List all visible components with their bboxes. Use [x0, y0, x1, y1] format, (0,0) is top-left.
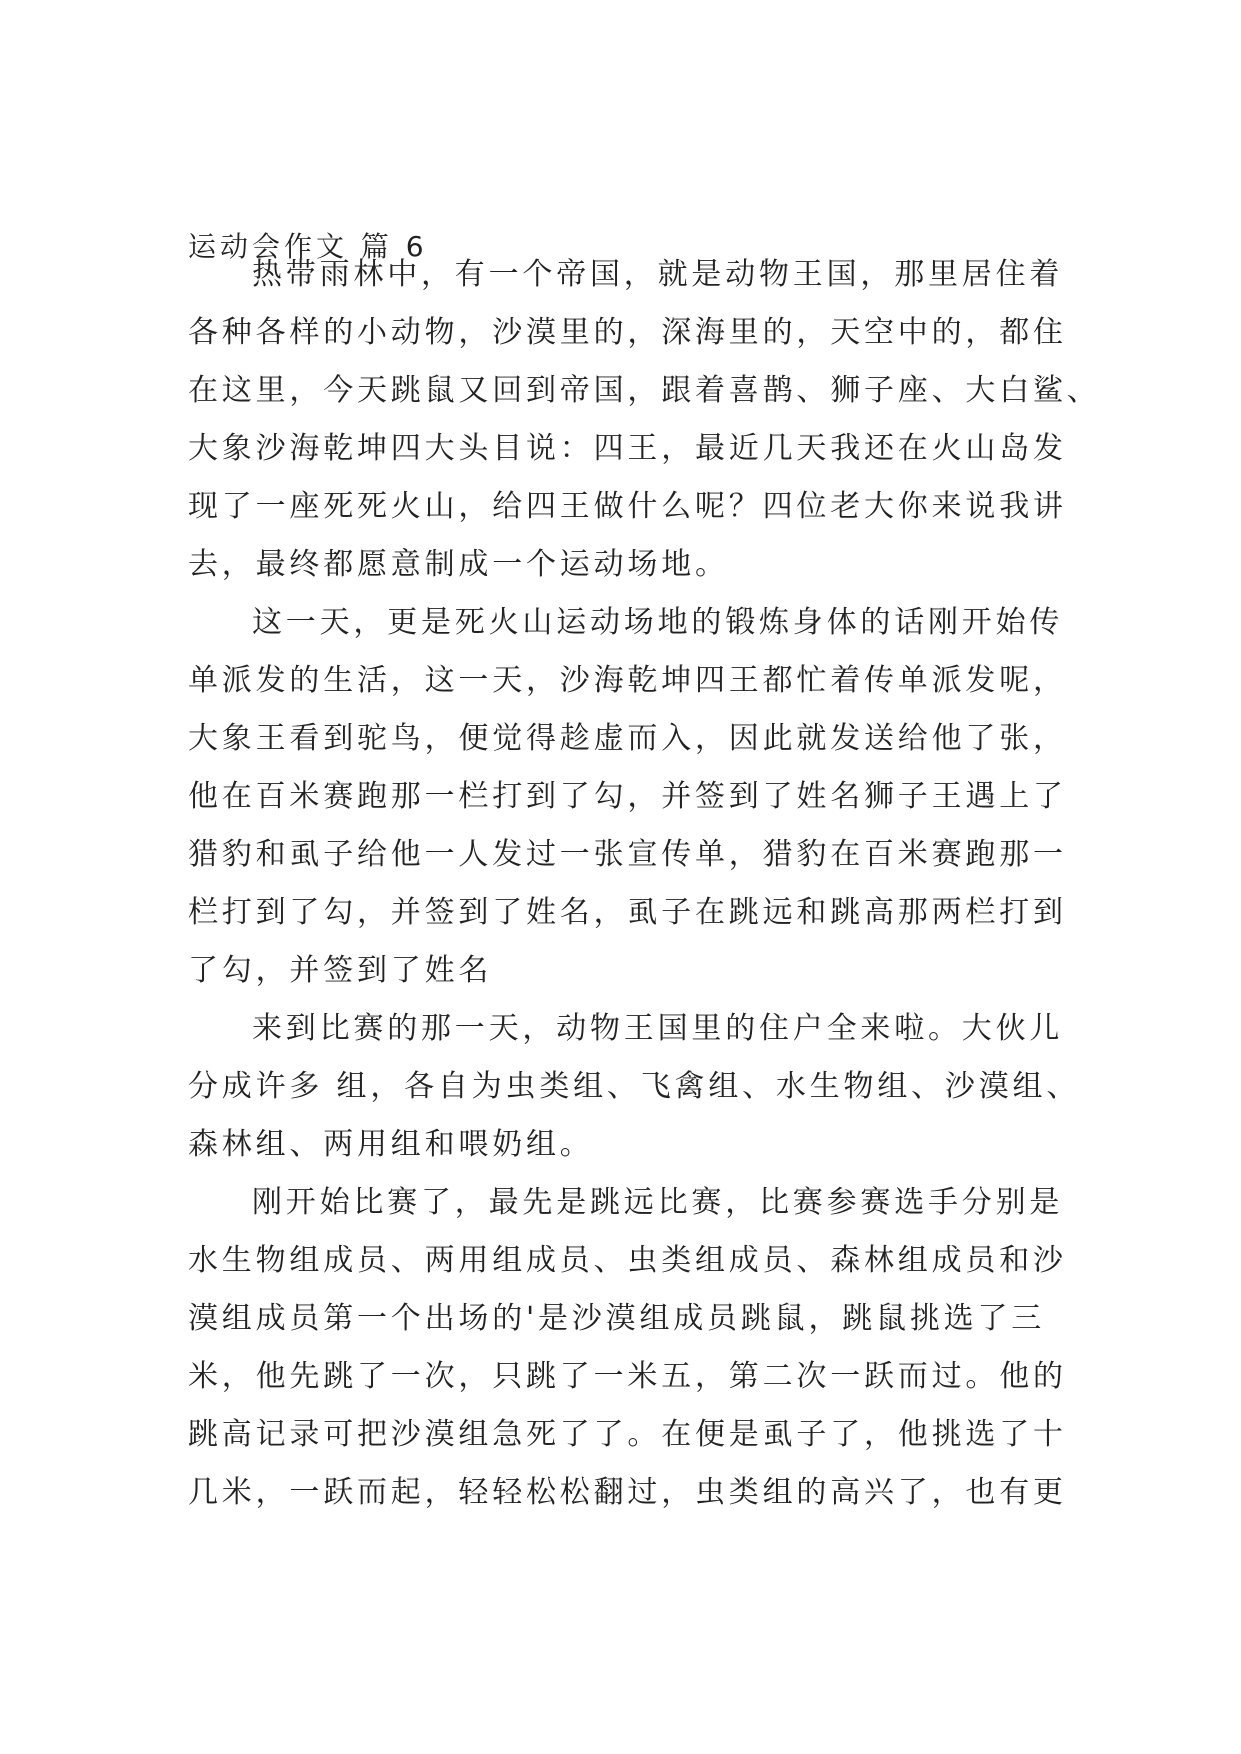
text-line: 各种各样的小动物，沙漠里的，深海里的，天空中的，都住 [188, 315, 1067, 350]
text-line: 分成许多 组，各自为虫类组、飞禽组、水生物组、沙漠组、 [188, 1069, 1081, 1104]
text-line: 几米，一跃而起，轻轻松松翻过，虫类组的高兴了，也有更 [188, 1475, 1067, 1510]
text-line: 大象王看到驼鸟，便觉得趁虚而入，因此就发送给他了张， [188, 721, 1067, 756]
text-line: 在这里，今天跳鼠又回到帝国，跟着喜鹊、狮子座、大白鲨、 [188, 373, 1101, 408]
text-line: 了勾，并签到了姓名 [188, 953, 493, 988]
text-line: 猎豹和虱子给他一人发过一张宣传单，猎豹在百米赛跑那一 [188, 837, 1067, 872]
text-line: 去，最终都愿意制成一个运动场地。 [188, 547, 729, 582]
text-line: 跳高记录可把沙漠组急死了了。在便是虱子了，他挑选了十 [188, 1417, 1067, 1452]
text-line: 大象沙海乾坤四大头目说：四王，最近几天我还在火山岛发 [188, 431, 1067, 466]
text-line: 来到比赛的那一天，动物王国里的住户全来啦。大伙儿 [252, 1011, 1064, 1046]
text-line: 现了一座死死火山，给四王做什么呢？四位老大你来说我讲 [188, 489, 1067, 524]
text-line: 单派发的生活，这一天，沙海乾坤四王都忙着传单派发呢， [188, 663, 1067, 698]
text-line: 水生物组成员、两用组成员、虫类组成员、森林组成员和沙 [188, 1243, 1067, 1278]
text-line: 漠组成员第一个出场的'是沙漠组成员跳鼠，跳鼠挑选了三 [188, 1301, 1046, 1336]
text-line: 森林组、两用组和喂奶组。 [188, 1127, 594, 1162]
essay-title: 运动会作文 篇 6 [188, 230, 428, 263]
text-line: 他在百米赛跑那一栏打到了勾，并签到了姓名狮子王遇上了 [188, 779, 1067, 814]
text-line: 栏打到了勾，并签到了姓名，虱子在跳远和跳高那两栏打到 [188, 895, 1067, 930]
text-line: 米，他先跳了一次，只跳了一米五，第二次一跃而过。他的 [188, 1359, 1067, 1394]
text-line: 热带雨林中，有一个帝国，就是动物王国，那里居住着 [252, 257, 1064, 292]
text-line: 刚开始比赛了，最先是跳远比赛，比赛参赛选手分别是 [252, 1185, 1064, 1220]
text-line: 这一天，更是死火山运动场地的锻炼身体的话刚开始传 [252, 605, 1064, 640]
